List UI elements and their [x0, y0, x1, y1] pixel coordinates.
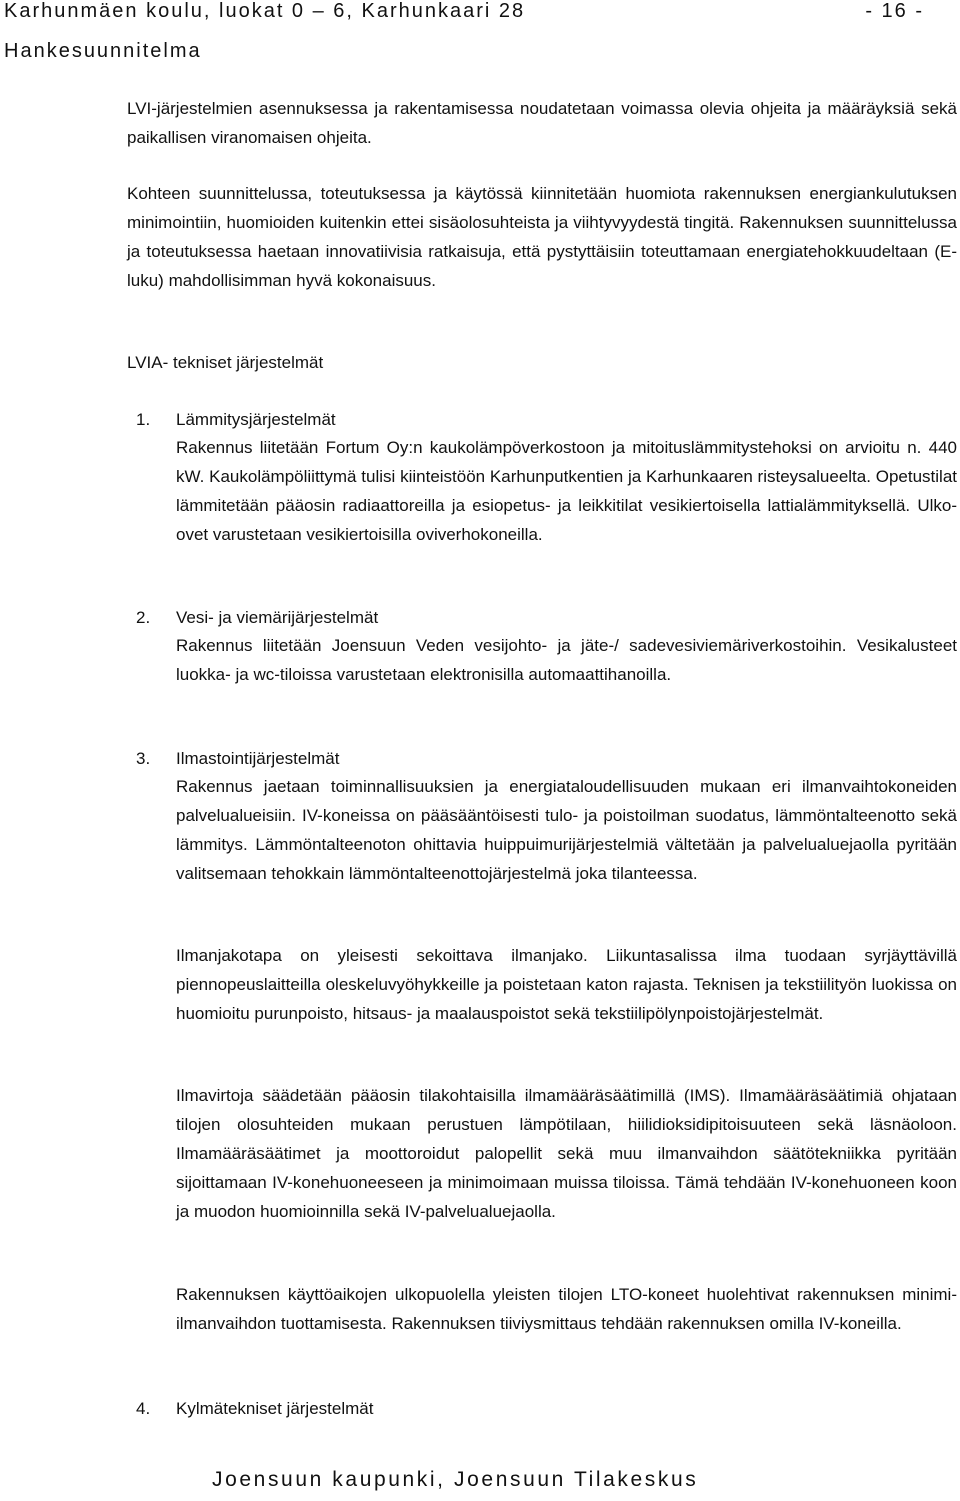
item-paragraph: Ilmavirtoja säädetään pääosin tilakohtaisilla ilmamääräsäätimillä (IMS). Ilmamääräsäätimiä ohjataan tilojen olosuhteiden mukaan perustuen lämpötilaan, hiilidioksidipitoisuuteen sekä läsnäoloon. Ilmamääräsäätimet ja moottoroidut palopellit sekä muu ilmanvaihdon säätötekniikka pyritään sijoittamaan IV-konehuoneeseen ja minimoimaan muissa tiloissa. Tämä tehdään IV-konehuoneen koon ja muodon huomioinnilla sekä IV-palvelualuejaolla.	[176, 1086, 957, 1221]
item-paragraph: Rakennus liitetään Fortum Oy:n kaukolämpöverkostoon ja mitoituslämmitystehoksi on arvioitu n. 440 kW. Kaukolämpöliittymä tulisi kiinteistöön Karhunputkentien ja Karhunkaaren risteysalueelta. Opetustilat lämmitetään pääosin radiaattoreilla ja esiopetus- ja leikkitilat vesikiertoisella lattialämmityksellä. Ulko-ovet varustetaan vesikiertoisilla oviverhokoneilla.	[176, 438, 957, 544]
item-number: 2.	[136, 608, 151, 627]
item-title: Kylmätekniset järjestelmät	[176, 1399, 374, 1418]
item-title: Lämmitysjärjestelmät	[176, 410, 336, 429]
item-title: Ilmastointijärjestelmät	[176, 749, 340, 768]
item-number: 1.	[136, 410, 151, 429]
item-paragraph: Ilmanjakotapa on yleisesti sekoittava ilmanjako. Liikuntasalissa ilma tuodaan syrjäyttävillä piennopeuslaitteilla oleskeluvyöhykkeille ja poistetaan katon rajasta. Teknisen ja tekstiilityön luokissa on huomioitu purunpoisto, hitsaus- ja maalauspoistot sekä tekstiilipölynpoistojärjestelmät.	[176, 946, 957, 1023]
page-footer: Joensuun kaupunki, Joensuun Tilakeskus	[212, 1468, 699, 1491]
item-number: 3.	[136, 749, 151, 768]
item-paragraph: Rakennus jaetaan toiminnallisuuksien ja energiataloudellisuuden mukaan eri ilmanvaihtokoneiden palvelualueisiin. IV-koneissa on pääsääntöisesti tulo- ja poistoilman suodatus, lämmöntalteenotto sekä lämmitys. Lämmöntalteenoton ohittavia huippuimurijärjestelmiä vältetään ja palvelualuejaolla pyritään valitsemaan tehokkain lämmöntalteenottojärjestelmä joka tilanteessa.	[176, 777, 957, 883]
item-title: Vesi- ja viemärijärjestelmät	[176, 608, 379, 627]
item-paragraph: Rakennuksen käyttöaikojen ulkopuolella yleisten tilojen LTO-koneet huolehtivat rakennuksen minimi-ilmanvaihdon tuottamisesta. Rakennuksen tiiviysmittaus tehdään rakennuksen omilla IV-koneilla.	[176, 1285, 957, 1333]
item-paragraph: Rakennus liitetään Joensuun Veden vesijohto- ja jäte-/ sadevesiviemäriverkostoihin. Vesikalusteet luokka- ja wc-tiloissa varustetaan elektronisilla automaattihanoilla.	[176, 636, 957, 684]
section-heading: LVIA- tekniset järjestelmät	[127, 353, 324, 372]
intro-paragraph-1: LVI-järjestelmien asennuksessa ja rakentamisessa noudatetaan voimassa olevia ohjeita ja määräyksiä sekä paikallisen viranomaisen ohjeita.	[127, 99, 957, 147]
page-number: - 16 -	[865, 0, 924, 22]
intro-paragraph-2: Kohteen suunnittelussa, toteutuksessa ja käytössä kiinnitetään huomiota rakennuksen energiankulutuksen minimointiin, huomioiden kuitenkin ettei sisäolosuhteista ja viihtyvyydestä tingitä. Rakennuksen suunnittelussa ja toteutuksessa haetaan innovatiivisia ratkaisuja, että pystyttäisiin toteuttamaan energiatehokkuudeltaan (E- luku) mahdollisimman hyvä kokonaisuus.	[127, 184, 957, 290]
document-title: Karhunmäen koulu, luokat 0 – 6, Karhunkaari 28	[4, 0, 526, 22]
item-number: 4.	[136, 1399, 151, 1418]
document-subtitle: Hankesuunnitelma	[4, 40, 202, 62]
